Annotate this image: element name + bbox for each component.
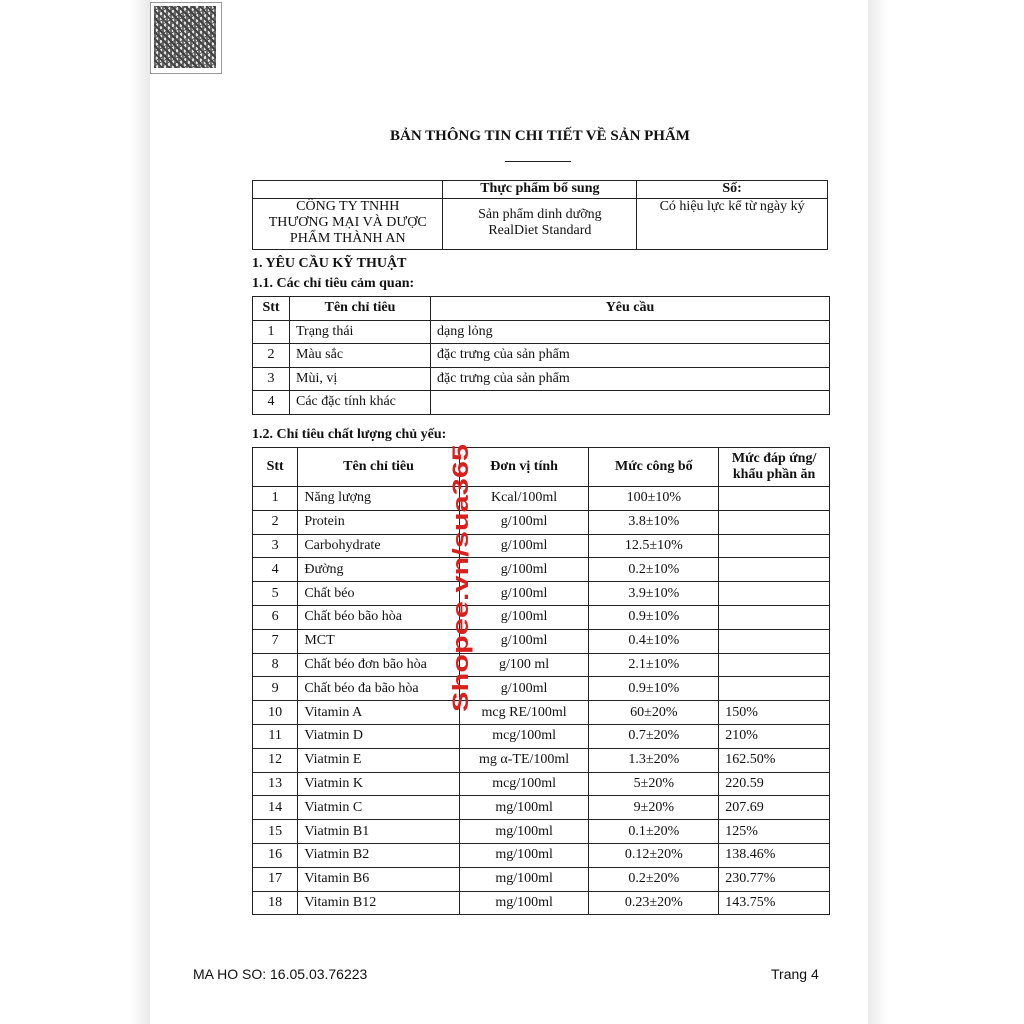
stt-cell: 16 [253, 843, 298, 867]
stt-cell: 15 [253, 820, 298, 844]
table-row [253, 653, 830, 677]
stt-cell: 7 [253, 629, 298, 653]
name-cell: Viatmin B2 [298, 843, 459, 867]
validity-text: Có hiệu lực kể từ ngày ký [659, 199, 805, 214]
stt-cell: 11 [253, 724, 298, 748]
table-row [253, 724, 830, 748]
quality-header-stt: Stt [253, 448, 298, 487]
name-cell: Viatmin D [298, 724, 459, 748]
serving-level-cell [719, 677, 830, 701]
footer-dossier-code: MA HO SO: 16.05.03.76223 [193, 966, 368, 982]
declared-level-cell: 3.8±10% [589, 510, 719, 534]
stt-cell: 3 [253, 367, 290, 391]
name-cell: Chất béo [298, 582, 459, 606]
table-row [253, 891, 830, 915]
serving-level-cell: 207.69 [719, 796, 830, 820]
serving-level-cell: 125% [719, 820, 830, 844]
serving-level-cell: 220.59 [719, 772, 830, 796]
stt-cell: 2 [253, 510, 298, 534]
title-underline [505, 161, 571, 162]
table-row [253, 701, 830, 725]
unit-cell: g/100ml [459, 558, 589, 582]
serving-level-cell [719, 605, 830, 629]
serving-level-cell [719, 629, 830, 653]
sensory-header-stt: Stt [253, 297, 290, 321]
stt-cell: 6 [253, 605, 298, 629]
declared-level-cell: 1.3±20% [589, 748, 719, 772]
sensory-table [252, 296, 830, 415]
serving-level-cell: 143.75% [719, 891, 830, 915]
quality-header-name: Tên chỉ tiêu [298, 448, 459, 487]
stt-cell: 12 [253, 748, 298, 772]
declared-level-cell: 0.2±10% [589, 558, 719, 582]
name-cell: Viatmin K [298, 772, 459, 796]
unit-cell: mg/100ml [459, 891, 589, 915]
name-cell: Vitamin A [298, 701, 459, 725]
watermark [440, 440, 482, 715]
quality-header-serving: Mức đáp ứng/ khẩu phần ăn [719, 448, 830, 487]
stt-cell: 14 [253, 796, 298, 820]
unit-cell: mg α-TE/100ml [459, 748, 589, 772]
table-row [253, 772, 830, 796]
stt-cell: 8 [253, 653, 298, 677]
name-cell: MCT [298, 629, 459, 653]
quality-header-declared: Mức công bố [589, 448, 719, 487]
requirement-cell: đặc trưng của sản phẩm [431, 367, 830, 391]
header-col3-title: Số: [637, 181, 828, 199]
section-heading-technical: 1. YÊU CẦU KỸ THUẬT [252, 256, 407, 271]
unit-cell: mg/100ml [459, 843, 589, 867]
serving-level-cell: 162.50% [719, 748, 830, 772]
table-row [253, 534, 830, 558]
declared-level-cell: 0.7±20% [589, 724, 719, 748]
declared-level-cell: 0.4±10% [589, 629, 719, 653]
serving-level-cell: 230.77% [719, 867, 830, 891]
name-cell: Mùi, vị [290, 367, 431, 391]
name-cell: Viatmin B1 [298, 820, 459, 844]
unit-cell: mcg/100ml [459, 772, 589, 796]
qr-code [150, 2, 222, 74]
header-row-2 [253, 199, 828, 250]
serving-level-cell [719, 487, 830, 511]
name-cell: Màu sắc [290, 344, 431, 368]
declared-level-cell: 0.23±20% [589, 891, 719, 915]
company-line-3: PHẨM THÀNH AN [289, 231, 406, 246]
unit-cell: g/100ml [459, 510, 589, 534]
requirement-cell: đặc trưng của sản phẩm [431, 344, 830, 368]
table-row [253, 820, 830, 844]
serving-level-cell [719, 653, 830, 677]
serving-level-cell: 150% [719, 701, 830, 725]
declared-level-cell: 0.9±10% [589, 677, 719, 701]
declared-level-cell: 2.1±10% [589, 653, 719, 677]
header-col2-title: Thực phẩm bổ sung [443, 181, 637, 199]
document-title: BẢN THÔNG TIN CHI TIẾT VỀ SẢN PHẨM [390, 128, 690, 144]
table-row [253, 796, 830, 820]
page-right-shadow [868, 0, 888, 1024]
stt-cell: 2 [253, 344, 290, 368]
stt-cell: 1 [253, 320, 290, 344]
declared-level-cell: 0.12±20% [589, 843, 719, 867]
serving-level-cell [719, 582, 830, 606]
table-row [253, 748, 830, 772]
sensory-header-name: Tên chỉ tiêu [290, 297, 431, 321]
unit-cell: g/100ml [459, 534, 589, 558]
requirement-cell: dạng lỏng [431, 320, 830, 344]
serving-level-cell: 210% [719, 724, 830, 748]
name-cell: Chất béo bão hòa [298, 605, 459, 629]
name-cell: Protein [298, 510, 459, 534]
unit-cell: g/100ml [459, 605, 589, 629]
table-row [253, 344, 830, 368]
stt-cell: 9 [253, 677, 298, 701]
product-line-1: Sản phẩm dinh dưỡng [478, 207, 602, 222]
name-cell: Trạng thái [290, 320, 431, 344]
page-left-shadow [130, 0, 150, 1024]
name-cell: Viatmin C [298, 796, 459, 820]
table-row [253, 867, 830, 891]
unit-cell: mg/100ml [459, 796, 589, 820]
table-row [253, 629, 830, 653]
unit-cell: g/100ml [459, 582, 589, 606]
validity-cell [637, 199, 828, 250]
declared-level-cell: 60±20% [589, 701, 719, 725]
company-name-cell [253, 199, 443, 250]
serving-level-cell: 138.46% [719, 843, 830, 867]
unit-cell: g/100ml [459, 629, 589, 653]
footer-page-number: Trang 4 [771, 966, 819, 982]
table-row [253, 487, 830, 511]
table-row [253, 367, 830, 391]
name-cell: Năng lượng [298, 487, 459, 511]
declared-level-cell: 0.1±20% [589, 820, 719, 844]
product-name-cell [443, 199, 637, 250]
table-row [253, 677, 830, 701]
declared-level-cell: 0.2±20% [589, 867, 719, 891]
quality-header-row [253, 448, 830, 487]
name-cell: Đường [298, 558, 459, 582]
name-cell: Chất béo đơn bão hòa [298, 653, 459, 677]
watermark-text: Shopee.vn/sua365 [448, 520, 473, 712]
declared-level-cell: 5±20% [589, 772, 719, 796]
company-line-2: THƯƠNG MẠI VÀ DƯỢC [268, 215, 427, 230]
quality-table-body [253, 487, 830, 915]
stt-cell: 3 [253, 534, 298, 558]
serving-level-cell [719, 510, 830, 534]
name-cell: Vitamin B6 [298, 867, 459, 891]
stt-cell: 17 [253, 867, 298, 891]
declared-level-cell: 100±10% [589, 487, 719, 511]
name-cell: Carbohydrate [298, 534, 459, 558]
sensory-header-requirement: Yêu cầu [431, 297, 830, 321]
unit-cell: Kcal/100ml [459, 487, 589, 511]
quality-table [252, 447, 830, 915]
table-row [253, 843, 830, 867]
serving-level-cell [719, 558, 830, 582]
product-line-2: RealDiet Standard [488, 223, 592, 238]
stt-cell: 5 [253, 582, 298, 606]
name-cell: Vitamin B12 [298, 891, 459, 915]
stt-cell: 1 [253, 487, 298, 511]
table-row [253, 510, 830, 534]
quality-header-unit: Đơn vị tính [459, 448, 589, 487]
subsection-quality-heading: 1.2. Chỉ tiêu chất lượng chủ yếu: [252, 427, 447, 442]
table-row [253, 391, 830, 415]
serving-level-cell [719, 534, 830, 558]
requirement-cell [431, 391, 830, 415]
stt-cell: 13 [253, 772, 298, 796]
declared-level-cell: 9±20% [589, 796, 719, 820]
unit-cell: g/100ml [459, 677, 589, 701]
header-row-1 [253, 181, 828, 199]
company-line-1: CÔNG TY TNHH [296, 199, 400, 214]
unit-cell: mcg/100ml [459, 724, 589, 748]
name-cell: Các đặc tính khác [290, 391, 431, 415]
subsection-sensory-heading: 1.1. Các chỉ tiêu cảm quan: [252, 276, 415, 291]
table-row [253, 320, 830, 344]
declared-level-cell: 12.5±10% [589, 534, 719, 558]
unit-cell: mg/100ml [459, 867, 589, 891]
unit-cell: mg/100ml [459, 820, 589, 844]
table-row [253, 558, 830, 582]
stt-cell: 4 [253, 558, 298, 582]
unit-cell: mcg RE/100ml [459, 701, 589, 725]
stt-cell: 10 [253, 701, 298, 725]
name-cell: Chất béo đa bão hòa [298, 677, 459, 701]
sensory-header-row [253, 297, 830, 321]
header-table [252, 180, 828, 250]
declared-level-cell: 0.9±10% [589, 605, 719, 629]
stt-cell: 18 [253, 891, 298, 915]
unit-cell: g/100 ml [459, 653, 589, 677]
name-cell: Viatmin E [298, 748, 459, 772]
stt-cell: 4 [253, 391, 290, 415]
header-blank-cell [253, 181, 443, 199]
qr-pattern [154, 6, 216, 68]
declared-level-cell: 3.9±10% [589, 582, 719, 606]
table-row [253, 582, 830, 606]
table-row [253, 605, 830, 629]
